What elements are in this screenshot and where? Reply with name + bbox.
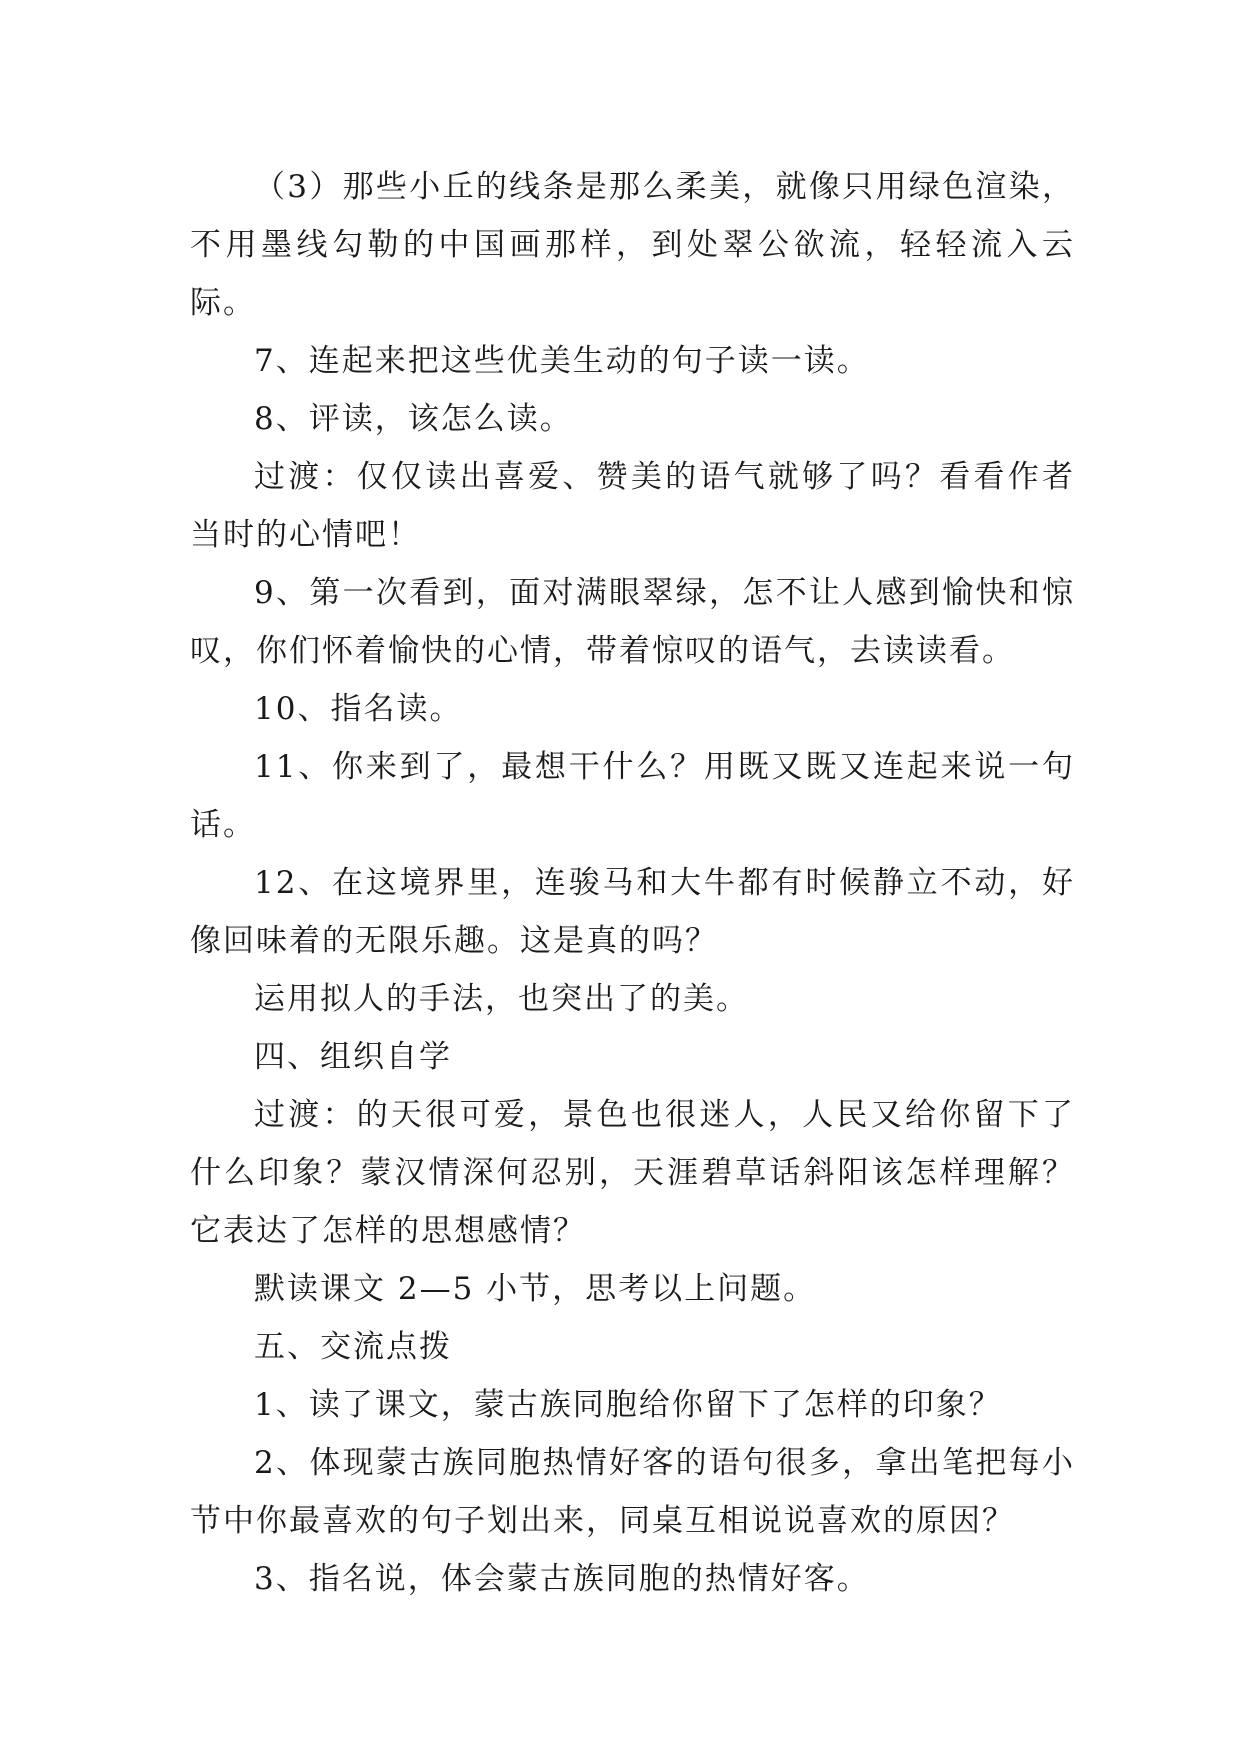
section-heading: 五、交流点拨 bbox=[254, 1329, 452, 1365]
paragraph: 3、指名说，体会蒙古族同胞的热情好客。 bbox=[254, 1561, 870, 1597]
paragraph: 2、体现蒙古族同胞热情好客的语句很多，拿出笔把每小节中你最喜欢的句子划出来，同桌互相说说喜欢的原因？ bbox=[190, 1445, 1075, 1539]
paragraph: 过渡：仅仅读出喜爱、赞美的语气就够了吗？看看作者当时的心情吧！ bbox=[190, 459, 1075, 553]
paragraph: 10、指名读。 bbox=[254, 691, 463, 727]
paragraph: 1、读了课文，蒙古族同胞给你留下了怎样的印象？ bbox=[254, 1387, 1002, 1423]
paragraph: 运用拟人的手法，也突出了的美。 bbox=[254, 981, 749, 1017]
paragraph: 默读课文 2—5 小节，思考以上问题。 bbox=[254, 1271, 817, 1307]
paragraph: 11、你来到了，最想干什么？用既又既又连起来说一句话。 bbox=[190, 749, 1075, 843]
paragraph: 12、在这境界里，连骏马和大牛都有时候静立不动，好像回味着的无限乐趣。这是真的吗？ bbox=[190, 865, 1075, 959]
paragraph: （3）那些小丘的线条是那么柔美，就像只用绿色渲染，不用墨线勾勒的中国画那样，到处翠公欲流，轻轻流入云际。 bbox=[190, 169, 1075, 321]
document-body bbox=[190, 158, 1075, 1608]
paragraph: 7、连起来把这些优美生动的句子读一读。 bbox=[254, 343, 870, 379]
paragraph: 过渡：的天很可爱，景色也很迷人，人民又给你留下了什么印象？蒙汉情深何忍别，天涯碧草话斜阳该怎样理解？它表达了怎样的思想感情？ bbox=[190, 1097, 1075, 1249]
section-heading: 四、组织自学 bbox=[254, 1039, 452, 1075]
paragraph: 9、第一次看到，面对满眼翠绿，怎不让人感到愉快和惊叹，你们怀着愉快的心情，带着惊叹的语气，去读读看。 bbox=[190, 575, 1075, 669]
paragraph: 8、评读，该怎么读。 bbox=[254, 401, 573, 437]
